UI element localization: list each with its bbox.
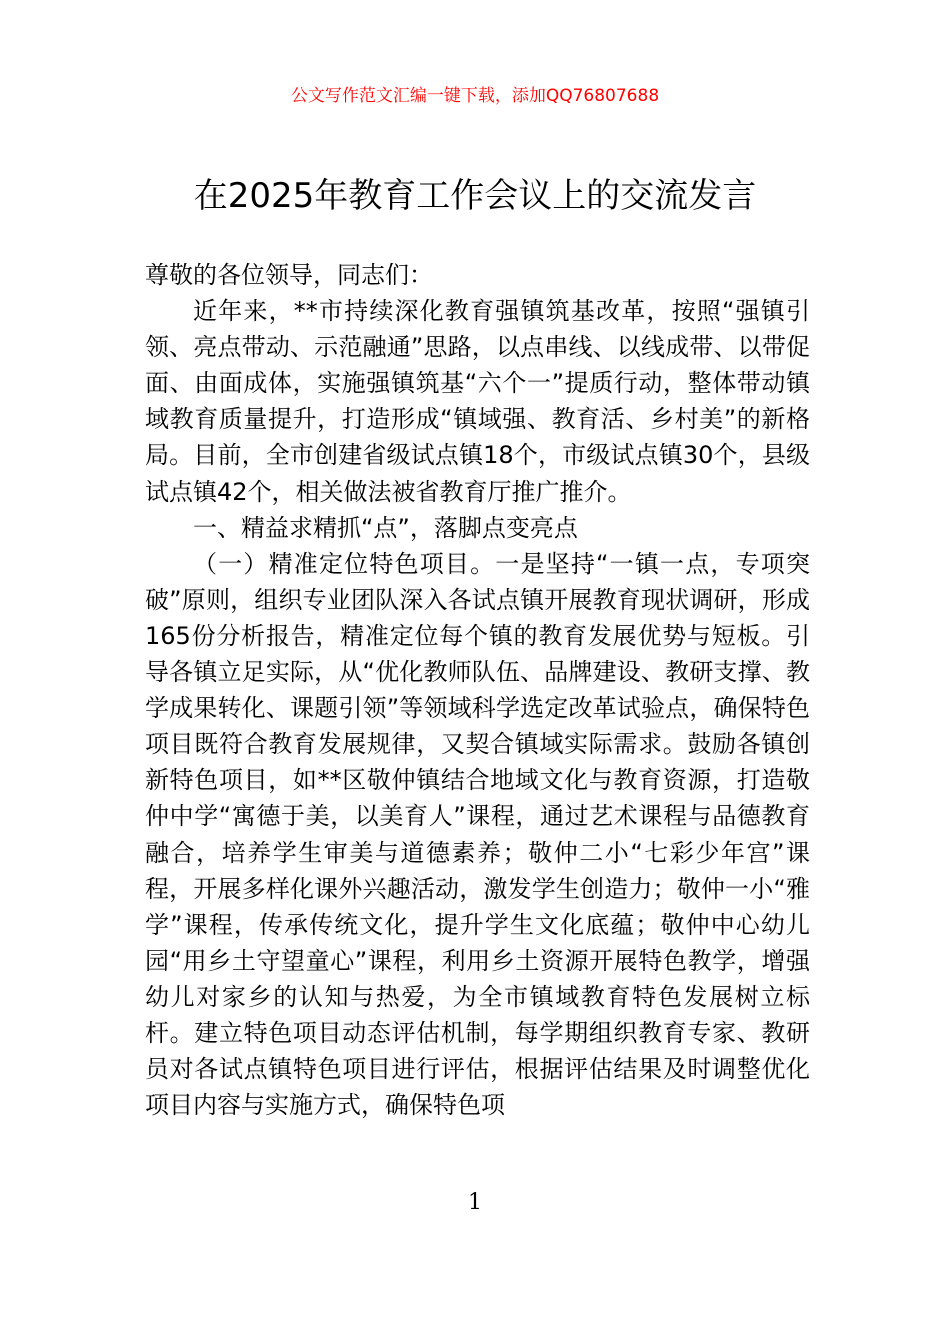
paragraph-intro: 近年来，**市持续深化教育强镇筑基改革，按照“强镇引领、亮点带动、示范融通”思路，以点串线、以线成带、以带促面、由面成体，实施强镇筑基“六个一”提质行动，整体带动镇域教育质量提升，打造形成“镇域强、教育活、乡村美”的新格局。目前，全市创建省级试点镇18个，市级试点镇30个，县级试点镇42个，相关做法被省教育厅推广推介。 [145, 297, 810, 506]
section-heading: 一、精益求精抓“点”，落脚点变亮点 [193, 513, 578, 542]
salutation: 尊敬的各位领导，同志们： [145, 261, 433, 289]
page-number: 1 [468, 1190, 482, 1215]
document-title: 在2025年教育工作会议上的交流发言 [193, 176, 757, 216]
download-banner: 公文写作范文汇编一键下载，添加QQ76807688 [290, 86, 660, 106]
paragraph-subsection-1: （一）精准定位特色项目。一是坚持“一镇一点，专项突破”原则，组织专业团队深入各试点镇开展教育现状调研，形成165份分析报告，精准定位每个镇的教育发展优势与短板。引导各镇立足实际，从“优化教师队伍、品牌建设、教研支撑、教学成果转化、课题引领”等领域科学选定改革试验点，确保特色项目既符合教育发展规律，又契合镇域实际需求。鼓励各镇创新特色项目，如**区敬仲镇结合地域文化与教育资源，打造敬仲中学“寓德于美，以美育人”课程，通过艺术课程与品德教育融合，培养学生审美与道德素养；敬仲二小“七彩少年宫”课程，开展多样化课外兴趣活动，激发学生创造力；敬仲一小“雅学”课程，传承传统文化，提升学生文化底蕴；敬仲中心幼儿园“用乡土守望童心”课程，利用乡土资源开展特色教学，增强幼儿对家乡的认知与热爱，为全市镇域教育特色发展树立标杆。建立特色项目动态评估机制，每学期组织教育专家、教研员对各试点镇特色项目进行评估，根据评估结果及时调整优化项目内容与实施方式，确保特色项 [145, 549, 810, 1120]
document-body [145, 257, 810, 1123]
